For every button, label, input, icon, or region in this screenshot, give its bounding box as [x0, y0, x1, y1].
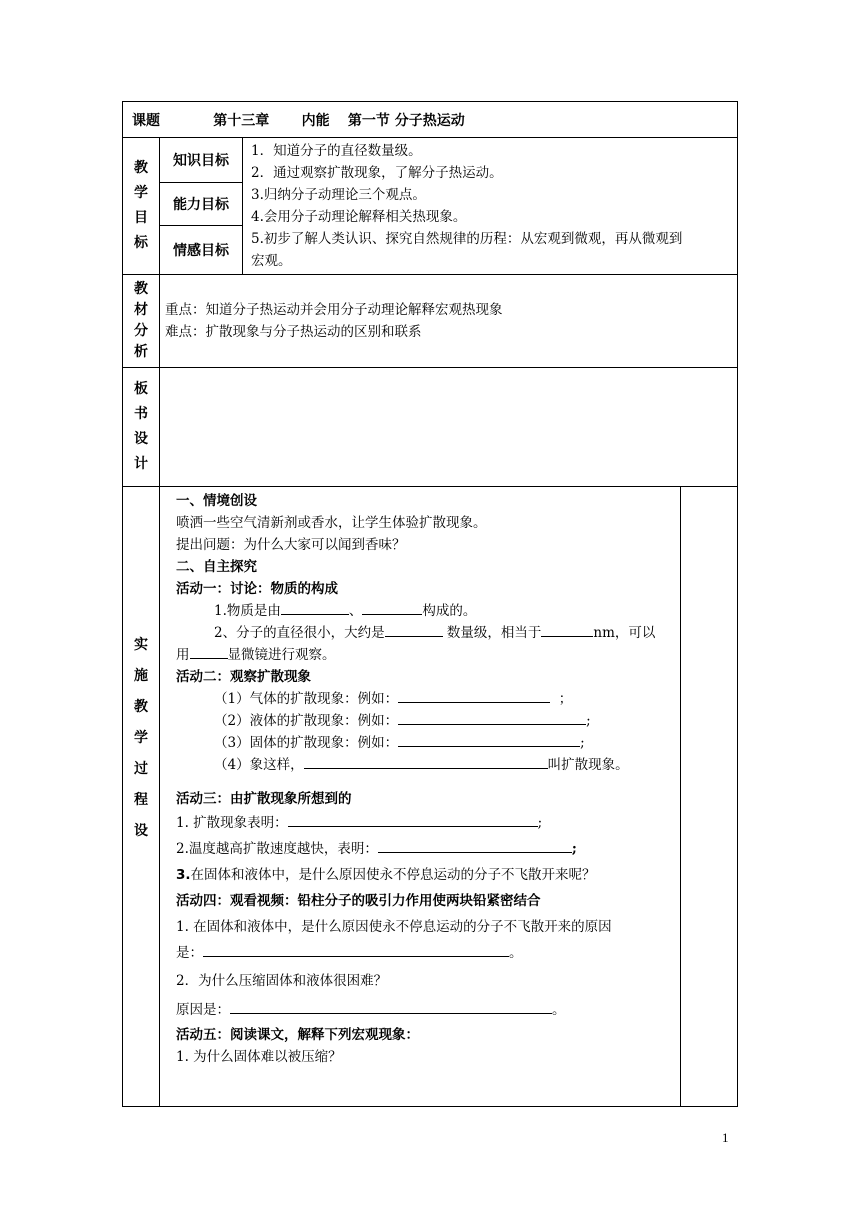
knowledge-objective-label: 知识目标 — [160, 138, 243, 183]
fill-in-line: 原因是： 。 — [176, 996, 680, 1024]
fill-in-line: （4）象这样， 叫扩散现象。 — [176, 754, 680, 776]
material-analysis-label: 教 材 分 析 — [123, 275, 160, 368]
fill-in-line: 1. 扩散现象表明： ; — [176, 810, 680, 836]
board-design-label: 板 书 设 计 — [123, 368, 160, 487]
activity-heading: 活动二：观察扩散现象 — [176, 669, 311, 685]
objective-item: 5.初步了解人类认识、探究自然规律的历程：从宏观到微观，再从微观到 — [251, 231, 683, 247]
answer-blank[interactable] — [288, 812, 538, 827]
material-analysis-row — [123, 275, 738, 368]
process-text: 提出问题：为什么大家可以闻到香味？ — [176, 537, 406, 553]
activity-heading: 活动三：由扩散现象所想到的 — [176, 791, 352, 807]
board-design-content — [160, 368, 738, 487]
process-text: 喷洒一些空气清新剂或香水，让学生体验扩散现象。 — [176, 515, 487, 531]
lesson-plan-table — [122, 101, 738, 1107]
process-text: 1. 在固体和液体中，是什么原因使永不停息运动的分子不飞散开来的原因 — [176, 919, 612, 935]
objectives-content — [243, 138, 738, 275]
chapter-title: 第十三章 — [213, 112, 270, 129]
page-number: 1 — [722, 1130, 729, 1145]
fill-in-line: （3）固体的扩散现象：例如： ; — [176, 732, 680, 754]
answer-blank[interactable] — [385, 622, 443, 637]
answer-blank[interactable] — [190, 644, 228, 659]
activity-heading: 活动一：讨论：物质的构成 — [176, 581, 338, 597]
answer-blank[interactable] — [304, 754, 548, 769]
answer-blank[interactable] — [398, 732, 580, 747]
answer-blank[interactable] — [398, 710, 586, 725]
activity-heading: 活动四：观看视频：铅柱分子的吸引力作用使两块铅紧密结合 — [176, 893, 541, 909]
objective-item: 3.归纳分子动理论三个观点。 — [251, 187, 426, 203]
process-text: 1. 为什么固体难以被压缩？ — [176, 1049, 342, 1065]
emotion-objective-label: 情感目标 — [160, 226, 243, 275]
answer-blank[interactable] — [541, 622, 593, 637]
section-title: 第一节 分子热运动 — [347, 112, 465, 129]
answer-blank[interactable] — [281, 600, 349, 615]
fill-in-line: （2）液体的扩散现象：例如： ; — [176, 710, 680, 732]
teaching-objectives-label: 教 学 目 标 — [123, 138, 160, 275]
difficulty-text: 难点：扩散现象与分子热运动的区别和联系 — [165, 324, 422, 340]
material-analysis-content — [160, 275, 738, 368]
fill-in-line: 2、分子的直径很小，大约是 数量级，相当于 nm，可以 — [176, 622, 680, 644]
fill-in-line: 2.温度越高扩散速度越快，表明： ; — [176, 836, 680, 862]
answer-blank[interactable] — [378, 838, 572, 853]
section-heading: 二、自主探究 — [176, 559, 257, 575]
ability-objective-label: 能力目标 — [160, 183, 243, 226]
objective-item: 2．通过观察扩散现象，了解分子热运动。 — [251, 165, 503, 181]
answer-blank[interactable] — [203, 942, 509, 957]
answer-blank[interactable] — [398, 688, 550, 703]
topic-label: 课题 — [132, 112, 160, 129]
section-heading: 一、情境创设 — [176, 493, 257, 509]
fill-in-line: 用 显微镜进行观察。 — [176, 644, 680, 666]
fill-in-line: （1）气体的扩散现象：例如： ； — [176, 688, 680, 710]
answer-blank[interactable] — [362, 600, 422, 615]
topic-name: 内能 — [301, 112, 330, 129]
fill-in-line: 1.物质是由 、 构成的。 — [176, 600, 680, 622]
teaching-process-row — [123, 487, 738, 1107]
key-point-text: 重点：知道分子热运动并会用分子动理论解释宏观热现象 — [165, 302, 503, 318]
activity-heading: 活动五：阅读课文，解释下列宏观现象： — [176, 1027, 419, 1043]
board-design-row — [123, 368, 738, 487]
objective-item: 4.会用分子动理论解释相关热现象。 — [251, 209, 467, 225]
answer-blank[interactable] — [230, 999, 552, 1014]
fill-in-line: 是： 。 — [176, 940, 680, 966]
teaching-process-content — [160, 487, 681, 1107]
notes-column — [681, 487, 738, 1107]
process-text: 3.在固体和液体中，是什么原因使永不停息运动的分子不飞散开来呢？ — [176, 867, 596, 883]
teaching-process-label: 实 施 教 学 过 程 设 — [123, 487, 160, 1107]
knowledge-objective-row — [123, 138, 738, 183]
objective-item: 1．知道分子的直径数量级。 — [251, 143, 422, 159]
process-text: 2．为什么压缩固体和液体很困难？ — [176, 973, 388, 989]
topic-row — [123, 102, 738, 138]
objective-item: 宏观。 — [251, 253, 292, 269]
